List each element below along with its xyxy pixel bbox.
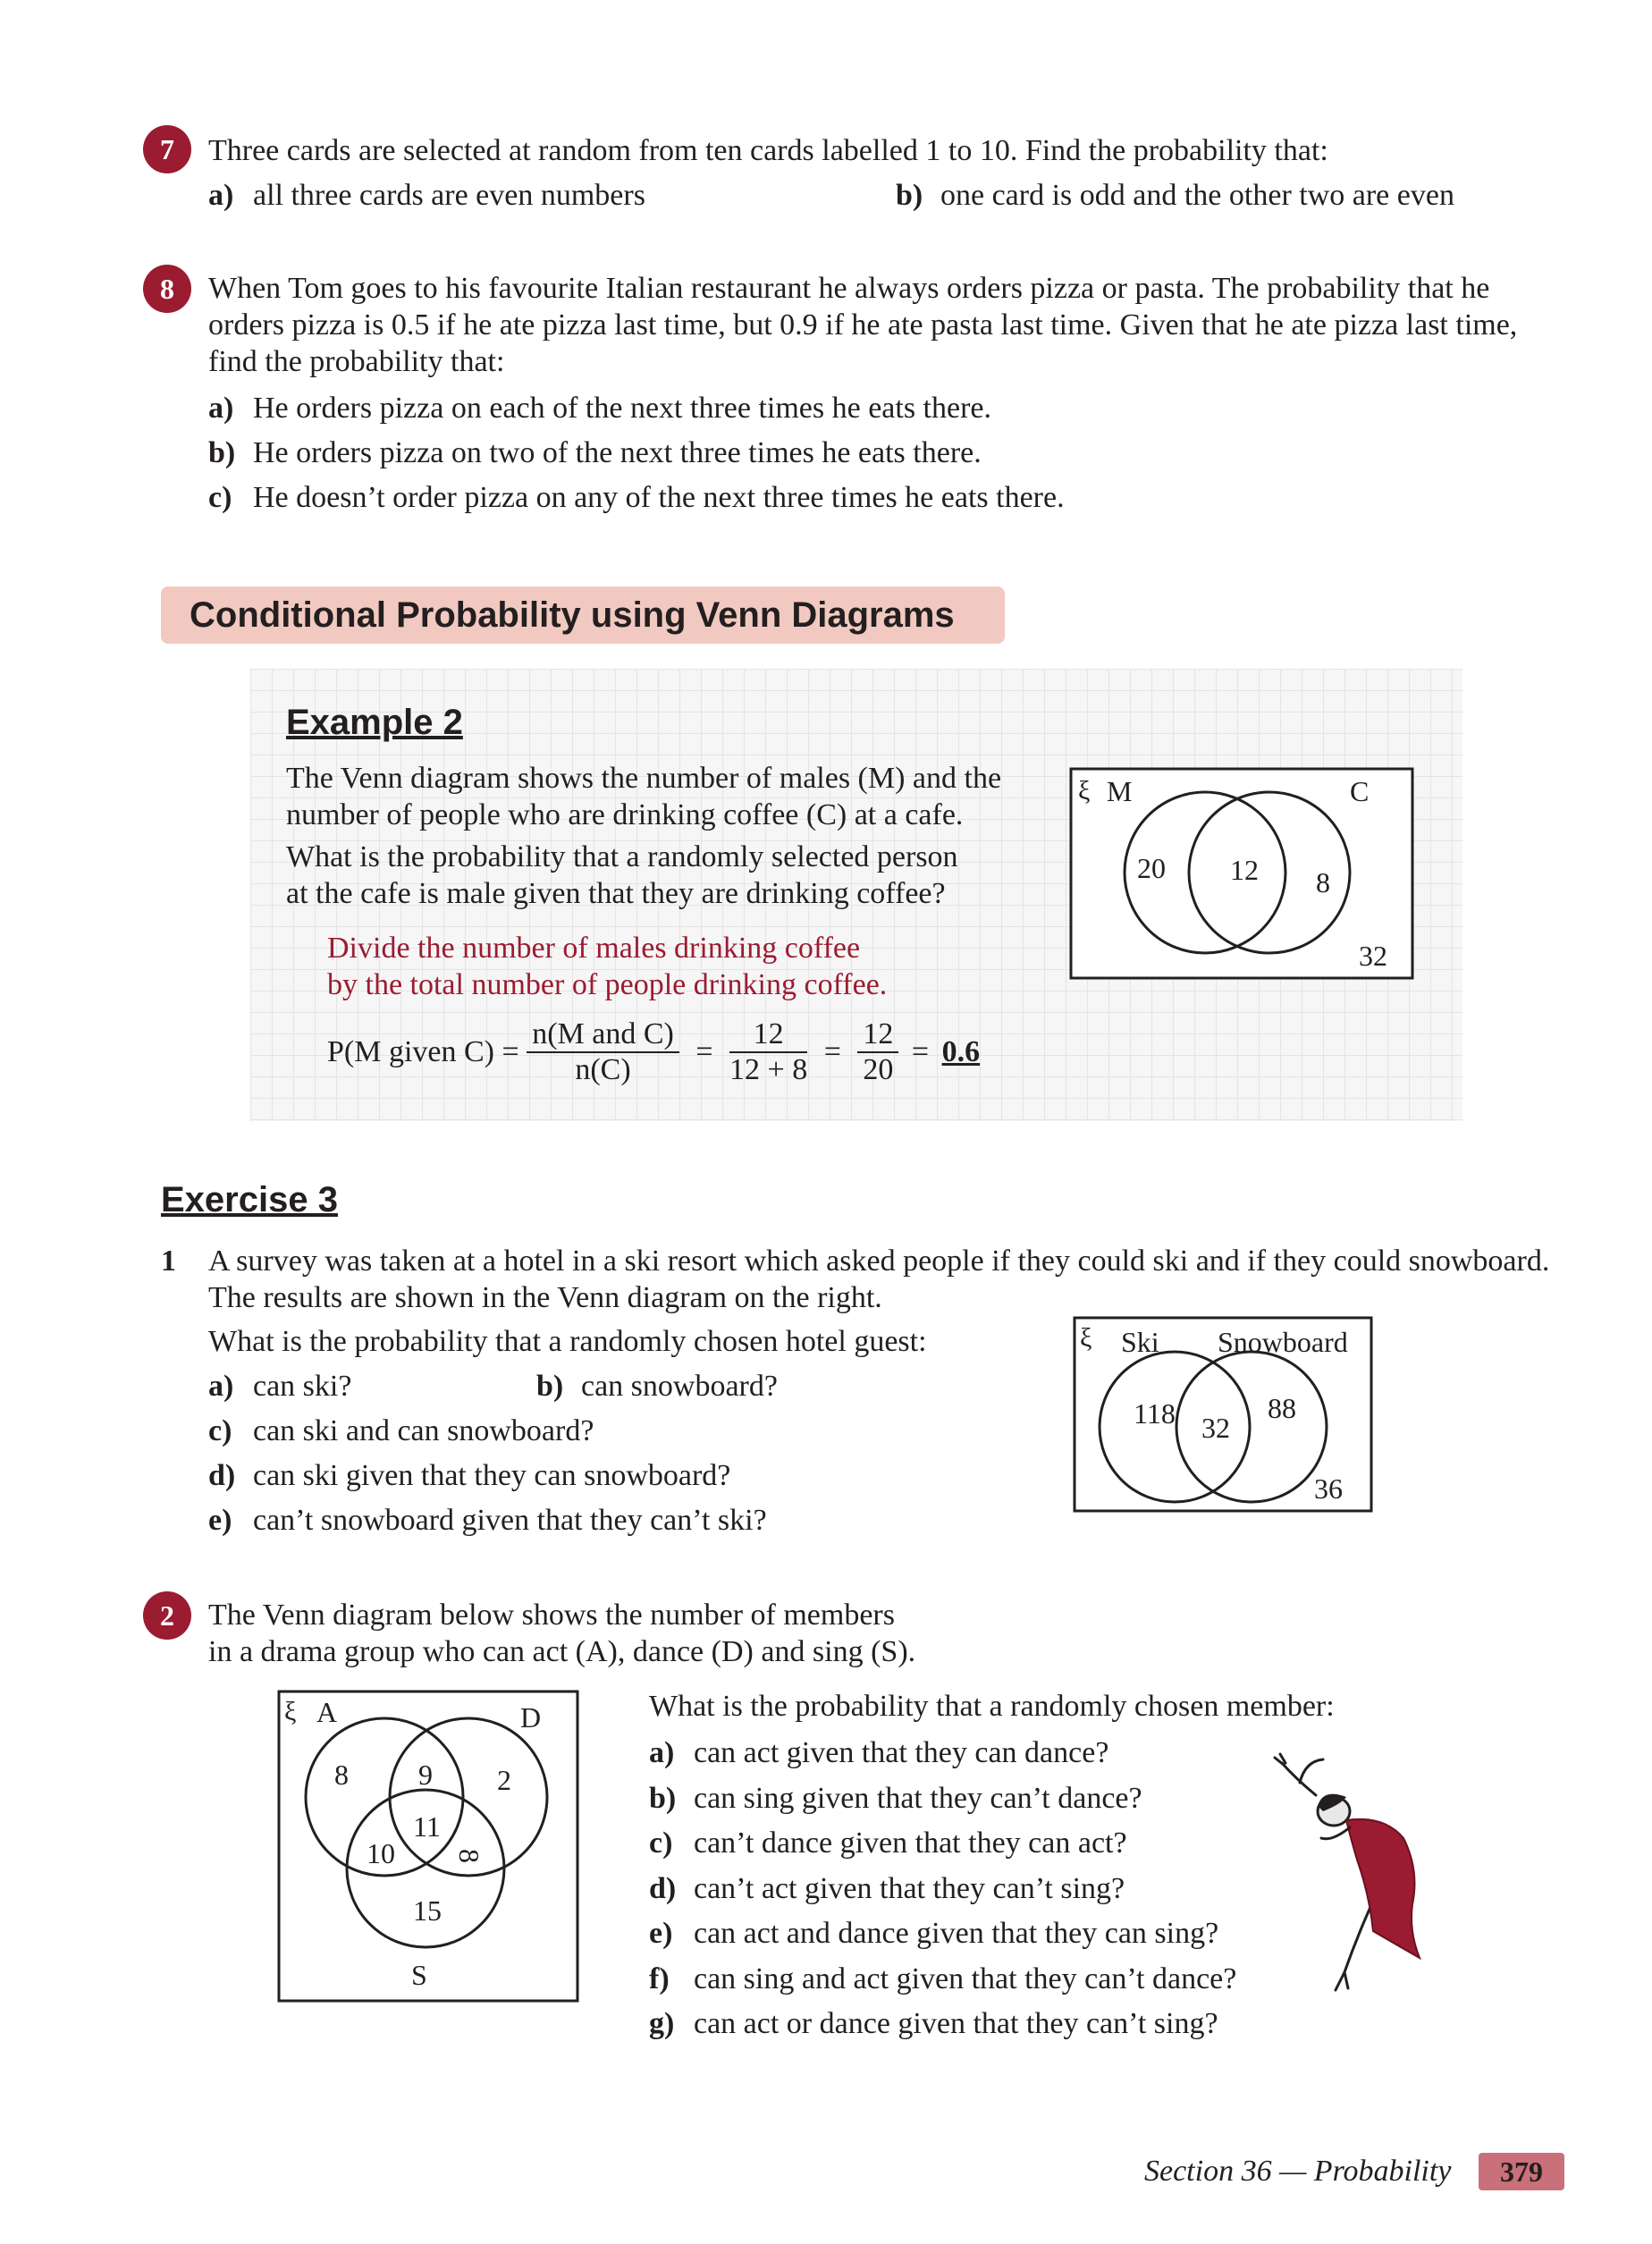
example-hint: Divide the number of males drinking coffee: [327, 932, 861, 965]
fraction-numerator: n(M and C): [527, 1017, 679, 1053]
question-part: [208, 1368, 351, 1405]
part-label: b): [896, 179, 923, 212]
part-label: c): [649, 1826, 673, 1860]
fraction-denominator: n(C): [575, 1053, 631, 1086]
question-text: The results are shown in the Venn diagram on the right.: [208, 1281, 882, 1314]
part-label: a): [208, 1370, 234, 1403]
question-part: [649, 1734, 1236, 1780]
fraction: [527, 1017, 679, 1087]
part-text: can sing given that they can’t dance?: [694, 1781, 1142, 1815]
question-number-badge: 7: [143, 125, 191, 173]
question-intro: What is the probability that a randomly chosen member:: [649, 1690, 1335, 1723]
part-text: He doesn’t order pizza on any of the next three times he eats there.: [253, 481, 1065, 514]
example-text: The Venn diagram shows the number of males (M) and the: [286, 762, 1002, 795]
question-part: [649, 1870, 1236, 1916]
part-label: d): [649, 1871, 677, 1905]
set-label: S: [411, 1959, 427, 1991]
region-value: 36: [1314, 1472, 1343, 1505]
region-value: 9: [418, 1759, 433, 1791]
question-part: [649, 1915, 1236, 1961]
footer-section-title: Section 36 — Probability: [1144, 2155, 1452, 2188]
part-text: can’t snowboard given that they can’t ski?: [253, 1504, 767, 1537]
part-text: can act or dance given that they can’t sing?: [694, 2007, 1218, 2040]
set-label: D: [520, 1701, 542, 1734]
part-label: c): [208, 1414, 232, 1447]
equals-sign: =: [823, 1035, 841, 1068]
part-label: b): [208, 436, 236, 469]
dancer-arm: [1300, 1759, 1323, 1783]
page-number: 379: [1479, 2153, 1564, 2190]
part-label: b): [649, 1781, 677, 1815]
question-part: [649, 1825, 1236, 1870]
set-label: Snowboard: [1218, 1326, 1348, 1358]
part-text: can act given that they can dance?: [694, 1736, 1109, 1769]
region-value: 12: [1230, 854, 1259, 886]
part-label: d): [208, 1459, 236, 1492]
part-label: a): [208, 179, 234, 212]
region-value: 2: [497, 1764, 511, 1796]
question-number: 1: [161, 1244, 176, 1278]
equals-sign: =: [911, 1035, 930, 1068]
part-text: can snowboard?: [581, 1370, 778, 1403]
venn-diagram-ski: [1073, 1316, 1375, 1514]
formula-lhs: P(M given C) =: [327, 1035, 519, 1068]
question-part: [208, 1502, 767, 1540]
region-value: 11: [413, 1810, 441, 1843]
example-hint: by the total number of people drinking coffee.: [327, 968, 888, 1001]
part-text: all three cards are even numbers: [253, 179, 645, 212]
part-label: b): [536, 1370, 564, 1403]
set-label: A: [316, 1696, 338, 1728]
question-part: [536, 1368, 778, 1405]
question-part: [649, 2005, 1236, 2051]
formula: [327, 1017, 980, 1087]
xi-symbol: ξ: [284, 1697, 297, 1726]
set-label: M: [1107, 775, 1133, 807]
question-text: A survey was taken at a hotel in a ski resort which asked people if they could ski and if they could snowboard.: [208, 1244, 1550, 1278]
part-text: one card is odd and the other two are even: [940, 179, 1454, 212]
venn-diagram-drama: [277, 1690, 579, 2004]
answer: 0.6: [941, 1035, 981, 1068]
question-part: [208, 1413, 594, 1450]
part-text: can sing and act given that they can’t dance?: [694, 1961, 1237, 1995]
fraction-numerator: 12: [857, 1017, 898, 1053]
part-label: g): [649, 2007, 675, 2040]
dancer-arm: [1321, 1827, 1350, 1839]
example-title: Example 2: [286, 703, 463, 742]
section-header: Conditional Probability using Venn Diagrams: [161, 586, 1005, 644]
xi-symbol: ξ: [1080, 1323, 1092, 1353]
example-text: at the cafe is male given that they are drinking coffee?: [286, 877, 946, 910]
dancer-hand: [1275, 1754, 1285, 1765]
question-part: [208, 479, 1065, 517]
region-value: 10: [367, 1837, 395, 1869]
exercise-title: Exercise 3: [161, 1180, 338, 1219]
fraction: [729, 1017, 807, 1087]
question-part: [208, 1457, 730, 1495]
region-value: 8: [453, 1849, 485, 1863]
fraction: [857, 1017, 898, 1087]
question-part: [649, 1780, 1236, 1826]
part-text: can act and dance given that they can sing?: [694, 1917, 1219, 1950]
region-value: 8: [334, 1759, 349, 1791]
fraction-denominator: 12 + 8: [729, 1053, 808, 1086]
region-value: 20: [1137, 852, 1166, 884]
example-text: What is the probability that a randomly selected person: [286, 840, 958, 873]
equals-sign: =: [695, 1035, 713, 1068]
region-value: 8: [1316, 866, 1330, 898]
question-text: find the probability that:: [208, 345, 505, 378]
question-part: [208, 390, 991, 427]
region-value: 32: [1201, 1412, 1230, 1444]
dancer-arm: [1282, 1763, 1316, 1795]
dancer-foot: [1336, 1972, 1348, 1990]
part-text: can’t act given that they can’t sing?: [694, 1871, 1125, 1905]
question-number-badge: 8: [143, 265, 191, 313]
question-part: [208, 434, 982, 472]
part-text: He orders pizza on two of the next three times he eats there.: [253, 436, 982, 469]
set-label: C: [1350, 775, 1370, 807]
fraction-denominator: 20: [863, 1053, 894, 1086]
venn-diagram-coffee: [1069, 767, 1416, 982]
part-label: a): [649, 1736, 675, 1769]
region-value: 15: [413, 1894, 442, 1927]
part-text: can’t dance given that they can act?: [694, 1826, 1127, 1860]
part-label: e): [649, 1917, 673, 1950]
question-text: Three cards are selected at random from ten cards labelled 1 to 10. Find the probability that:: [208, 134, 1328, 167]
region-value: 32: [1359, 940, 1387, 972]
question-part: [896, 177, 1454, 215]
part-label: f): [649, 1961, 670, 1995]
question-part: [208, 177, 645, 215]
part-text: He orders pizza on each of the next three times he eats there.: [253, 392, 992, 425]
fraction-numerator: 12: [729, 1017, 807, 1053]
question-text: When Tom goes to his favourite Italian restaurant he always orders pizza or pasta. The probability that he: [208, 272, 1490, 305]
question-text: What is the probability that a randomly chosen hotel guest:: [208, 1325, 927, 1358]
part-label: a): [208, 392, 234, 425]
region-value: 88: [1268, 1392, 1296, 1424]
part-text: can ski and can snowboard?: [253, 1414, 594, 1447]
question-text: The Venn diagram below shows the number of members: [208, 1599, 895, 1632]
dancer-illustration: [1269, 1752, 1430, 1999]
example-text: number of people who are drinking coffee (C) at a cafe.: [286, 798, 964, 831]
set-label: Ski: [1121, 1326, 1159, 1358]
question-part: [649, 1961, 1236, 2006]
question-number-badge: 2: [143, 1591, 191, 1640]
part-text: can ski?: [253, 1370, 352, 1403]
region-value: 118: [1134, 1397, 1176, 1430]
question-text: orders pizza is 0.5 if he ate pizza last time, but 0.9 if he ate pasta last time. Given that he ate pizza last time,: [208, 308, 1518, 342]
part-label: c): [208, 481, 232, 514]
part-label: e): [208, 1504, 232, 1537]
question-text: in a drama group who can act (A), dance (D) and sing (S).: [208, 1635, 916, 1668]
part-text: can ski given that they can snowboard?: [253, 1459, 731, 1492]
xi-symbol: ξ: [1078, 776, 1091, 806]
question-parts-list: [649, 1734, 1236, 2051]
